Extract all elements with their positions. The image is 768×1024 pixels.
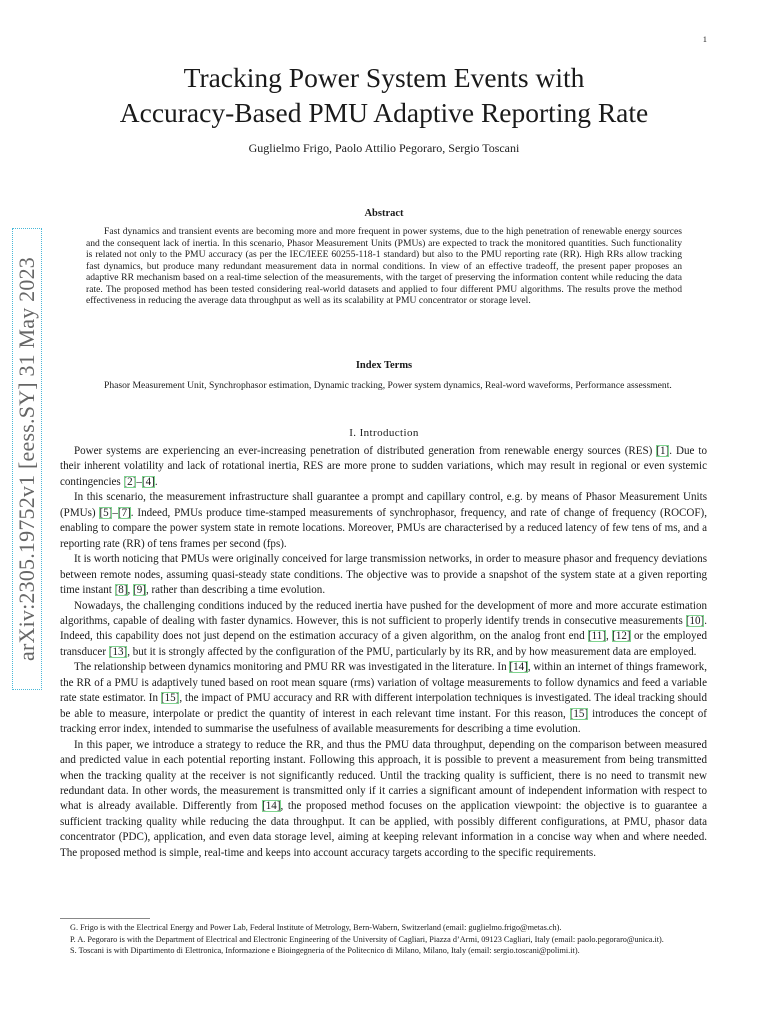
introduction-heading: I. Introduction bbox=[349, 427, 419, 439]
citation-link[interactable]: [4] bbox=[141, 475, 155, 488]
title-line-1: Tracking Power System Events with bbox=[183, 62, 585, 93]
paragraph bbox=[60, 444, 707, 490]
citation-link[interactable]: [15] bbox=[160, 692, 180, 705]
paragraph-text: introduces the concept of tracking error index, intended to summarise the usefulness of available measurements for describing a time evolution. bbox=[60, 707, 707, 736]
paragraph-text: . bbox=[154, 475, 158, 488]
paragraph-text: , the impact of PMU accuracy and RR with different interpolation techniques is investigated. The ideal tracking should be able to measure, interpolate or predict the quantity of interest in each relevant time instant. For this reason, bbox=[60, 692, 708, 720]
citation-link[interactable]: [10] bbox=[685, 614, 705, 627]
paragraph-text: The relationship between dynamics monitoring and PMU RR was investigated in the literature. In bbox=[74, 661, 510, 674]
footnotes bbox=[60, 922, 707, 957]
citation-link[interactable]: [13] bbox=[108, 645, 128, 658]
citation-link[interactable]: [5] bbox=[99, 506, 113, 519]
index-terms-heading: Index Terms bbox=[355, 360, 413, 371]
footnote: S. Toscani is with Dipartimento di Elettronica, Informazione e Bioingegneria of the Politecnico di Milano, Milano, Italy (email: sergio.toscani@polimi.it). bbox=[70, 946, 580, 956]
paragraph-text: . Indeed, this capability does not just depend on the estimation accuracy of a given algorithm, on the analog front end bbox=[60, 614, 707, 643]
citation-link[interactable]: [7] bbox=[117, 506, 131, 519]
paragraph-text: , rather than describing a time evolution. bbox=[145, 584, 326, 597]
introduction-body bbox=[60, 444, 707, 861]
paragraph bbox=[60, 738, 707, 862]
arxiv-stamp-label: arXiv:2305.19752v1 [eess.SY] 31 May 2023 bbox=[14, 257, 39, 661]
footnote: P. A. Pegoraro is with the Department of Electrical and Electronic Engineering of the University of Cagliari, Piazza d’Armi, 09123 Cagliari, Italy (email: paolo.pegoraro@unica.it). bbox=[70, 934, 664, 944]
paragraph-text: Nowadays, the challenging conditions induced by the reduced inertia have pushed for the development of more and more accurate estimation algorithms, capable of dealing with faster dynamics. However, this is not sufficient to properly identify trends in consecutive measurements bbox=[60, 599, 707, 627]
paragraph-text: Power systems are experiencing an ever-increasing penetration of distributed generation from renewable energy sources (RES) bbox=[74, 445, 657, 457]
citation-link[interactable]: [15] bbox=[569, 707, 589, 720]
citation-link[interactable]: [2] bbox=[123, 475, 137, 488]
arxiv-stamp[interactable] bbox=[12, 228, 42, 690]
paragraph-text: In this scenario, the measurement infrastructure shall guarantee a prompt and capillary control, e.g. by means of Phasor Measurement Units (PMUs) bbox=[60, 491, 707, 519]
authors: Guglielmo Frigo, Paolo Attilio Pegoraro, Sergio Toscani bbox=[248, 141, 520, 155]
citation-link[interactable]: [1] bbox=[656, 445, 670, 457]
paragraph-text: , bbox=[606, 630, 613, 643]
paragraph-text: , within an internet of things framework, the RR of a PMU is adaptively tuned based on root mean square (rms) variation of voltage measurements to follow dynamics and feed a variable rate state estimator. In bbox=[60, 661, 707, 705]
paragraph-text: – bbox=[112, 506, 118, 519]
paragraph bbox=[60, 660, 707, 737]
title-line-2: Accuracy-Based PMU Adaptive Reporting Rate bbox=[119, 97, 649, 128]
paragraph-text: – bbox=[136, 475, 142, 488]
citation-link[interactable]: [8] bbox=[114, 584, 128, 597]
footnote: G. Frigo is with the Electrical Energy and Power Lab, Federal Institute of Metrology, Bern-Wabern, Switzerland (email: guglielmo.frigo@metas.ch). bbox=[70, 923, 562, 932]
paragraph-text: , the proposed method focuses on the application viewpoint: the objective is to guarantee a sufficient tracking quality while reducing the data throughput. It can be applied, with possibly different configurations, at PMU, phasor data concentrator (PDC), application, and even data storage level, aiming at keeping relevant information in a concise way when and where needed. The proposed method is simple, real-time and keeps into account accuracy targets according to the specific requirements. bbox=[60, 800, 707, 859]
paragraph-text: . Indeed, PMUs produce time-stamped measurements of synchrophasor, frequency, and rate of change of frequency (ROCOF), enabling to compare the power system state in remote locations. Moreover, PMUs are characterised by a reduced latency of few tens of ms, and a reporting rate (RR) of tens frames per second (fps). bbox=[60, 506, 707, 550]
abstract-text: Fast dynamics and transient events are becoming more and more frequent in power systems, due to the high penetration of renewable energy sources and the consequent lack of inertia. In this scenario, Phasor Measurement Units (PMUs) are expected to track the monitored quantities. Such functionality is related not only to the PMU accuracy (as per the IEC/IEEE 60255-118-1 standard) but also to the PMU reporting rate (RR). High RRs allow tracking fast dynamics, but produce many redundant measurement data in normal conditions. In view of an effective tradeoff, the present paper proposes an adaptive RR mechanism based on a real-time selection of the measurements, with the target of preserving the information content while reducing the data rate. The proposed method has been tested considering real-world datasets and applied to four different PMU algorithms. The results prove the method effectiveness in reducing the average data throughput as well as its scalability at PMU concentrator or storage level. bbox=[86, 226, 682, 306]
paragraph bbox=[60, 490, 707, 552]
citation-link[interactable]: [14] bbox=[509, 661, 528, 674]
paragraph bbox=[60, 552, 707, 598]
paragraph-text: It is worth noticing that PMUs were originally conceived for large transmission networks, in order to measure phasor and frequency deviations between remote nodes, assuming quasi-steady state conditions. The objective was to provide a snapshot of the system state at a given reporting time instant bbox=[60, 553, 707, 597]
paragraph-text: In this paper, we introduce a strategy to reduce the RR, and thus the PMU data throughput, depending on the comparison between measured and predicted value in each potential reporting instant. Following this approach, it is possible to prevent a measurement from being transmitted when the tracking quality at the receiver is not significantly reduced. Until the tracking quality is sufficient, there is no need to transmit new redundant data. In other words, the measurement is transmitted only if it carries a significant amount of independent information with respect to what is already available. Differently from bbox=[60, 738, 707, 813]
abstract-heading: Abstract bbox=[364, 208, 404, 219]
paragraph bbox=[60, 599, 707, 661]
paragraph-text: , but it is strongly affected by the configuration of the PMU, particularly by its RR, and by how measurement data are employed. bbox=[127, 645, 697, 658]
paragraph-text: , bbox=[127, 584, 134, 597]
citation-link[interactable]: [12] bbox=[612, 630, 631, 643]
paper-title bbox=[60, 60, 708, 130]
citation-link[interactable]: [14] bbox=[262, 800, 281, 813]
footnote-rule bbox=[60, 918, 150, 919]
paragraph-text: . Due to their inherent volatility and lack of rotational inertia, RES are more prone to sudden variations, which may result in regional or even systemic contingencies bbox=[60, 445, 707, 488]
page-number: 1 bbox=[702, 34, 707, 44]
citation-link[interactable]: [9] bbox=[133, 584, 146, 597]
paragraph-text: or the employed transducer bbox=[60, 630, 707, 658]
citation-link[interactable]: [11] bbox=[588, 630, 606, 643]
index-terms-text: Phasor Measurement Unit, Synchrophasor estimation, Dynamic tracking, Power system dynamics, Real-word waveforms, Performance assessment. bbox=[104, 380, 672, 391]
